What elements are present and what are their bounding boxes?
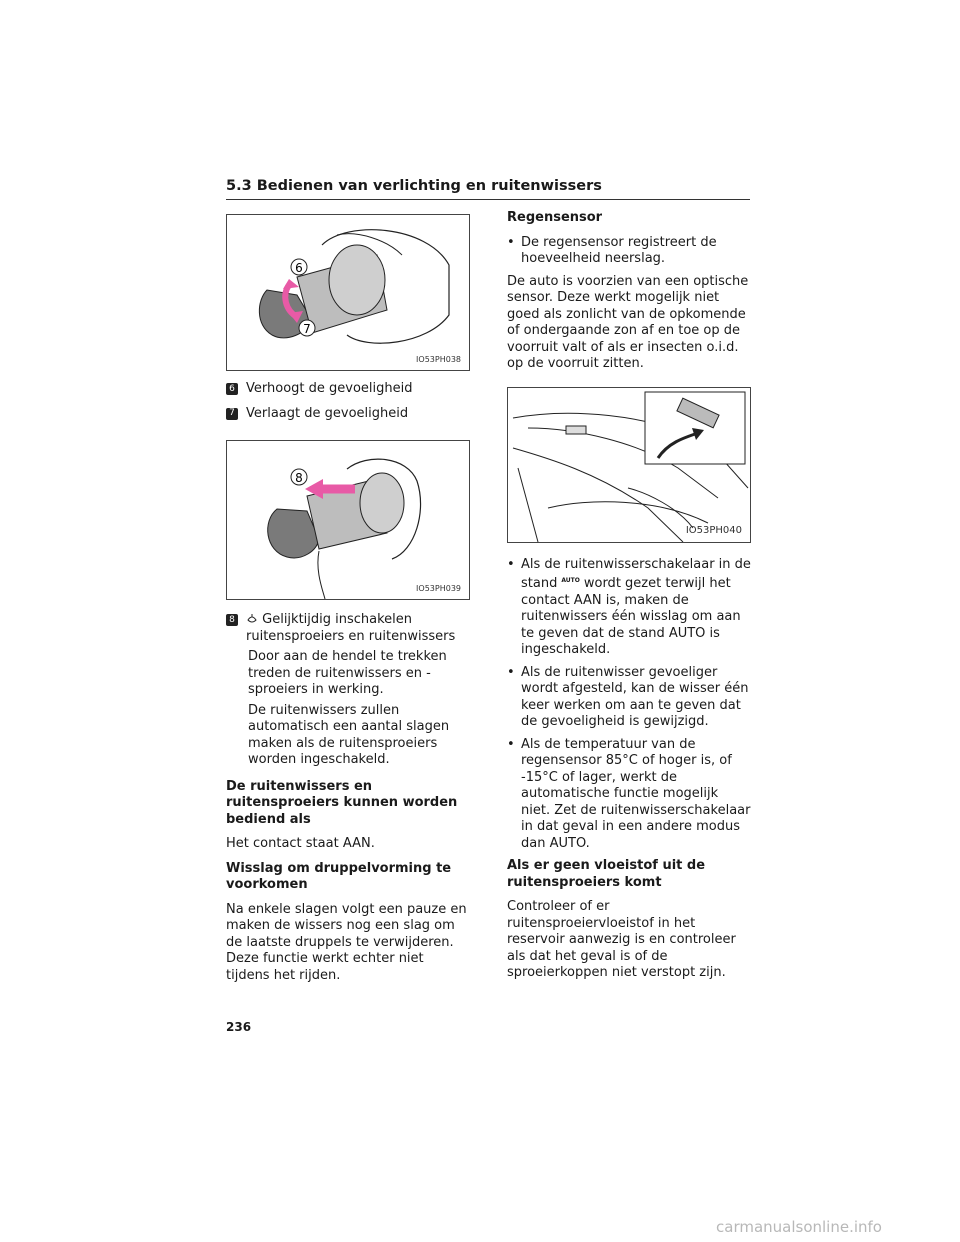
right-column bbox=[507, 210, 751, 990]
heading-operation: De ruitenwissers en ruitensproeiers kunnen worden bediend als bbox=[226, 778, 458, 827]
page-number: 236 bbox=[226, 1020, 252, 1034]
bullet-text: Als de ruitenwisserschakelaar in de stand bbox=[521, 556, 751, 591]
callout-7: 7 bbox=[303, 322, 311, 336]
auto-icon: AUTO bbox=[561, 577, 580, 584]
bullet-text: wordt gezet terwijl het contact AAN is, maken de ruitenwissers één wisslag om aan te geven dat de stand AUTO is ingeschakeld. bbox=[521, 576, 741, 657]
page-header bbox=[226, 178, 750, 194]
heading-no-fluid: Als er geen vloeistof uit de ruitensproeiers komt bbox=[507, 858, 706, 890]
paragraph-no-fluid: Controleer of er ruitensproeiervloeistof in het reservoir aanwezig is en controleer als dat het geval is of de sproeierkoppen niet verstopt zijn. bbox=[507, 899, 736, 980]
item-text: Verhoogt de gevoeligheid bbox=[246, 381, 413, 396]
header-rule bbox=[226, 199, 750, 200]
bullet-item: • Als de temperatuur van de regensensor 85°C of hoger is, of -15°C of lager, werkt de automatische functie mogelijk niet. Zet de ruitenwisserschakelaar in dat geval in een andere modus dan AUTO. bbox=[507, 736, 751, 851]
bullet-text: Als de temperatuur van de regensensor 85°C of hoger is, of -15°C of lager, werkt de automatische functie mogelijk niet. Zet de ruitenwisserschakelaar in dat geval in een andere modus dan AUTO. bbox=[521, 736, 751, 851]
item-text: Verlaagt de gevoeligheid bbox=[246, 405, 409, 421]
item8-paragraph-1: Door aan de hendel te trekken treden de ruitenwissers en -sproeiers in werking. bbox=[248, 649, 447, 697]
figure-code: IO53PH038 bbox=[416, 354, 461, 364]
callout-6: 6 bbox=[295, 261, 303, 275]
section-title: 5.3 Bedienen van verlichting en ruitenwissers bbox=[226, 178, 602, 194]
washer-icon bbox=[246, 613, 258, 625]
wiper-lever-illustration bbox=[227, 215, 469, 370]
car-rain-sensor-illustration bbox=[508, 388, 750, 542]
bullet-item: • Als de ruitenwisserschakelaar in de stand AUTO wordt gezet terwijl het contact AAN is, maken de ruitenwissers één wisslag om aan te geven dat de stand AUTO is ingeschakeld. bbox=[507, 556, 751, 657]
list-item-8 bbox=[226, 612, 470, 645]
paragraph-contact: Het contact staat AAN. bbox=[226, 836, 375, 851]
list-item-6 bbox=[226, 381, 470, 398]
list-item-7 bbox=[226, 406, 470, 423]
number-badge: 7 bbox=[226, 408, 238, 420]
number-badge: 8 bbox=[226, 614, 238, 626]
bullet-item: • Als de ruitenwisser gevoeliger wordt afgesteld, kan de wisser één keer werken om aan te geven dat de gevoeligheid is gewijzigd. bbox=[507, 665, 751, 731]
bullet-text: De regensensor registreert de hoeveelheid neerslag. bbox=[521, 234, 717, 266]
heading-rain-sensor: Regensensor bbox=[507, 210, 603, 225]
figure-code: IO53PH040 bbox=[685, 525, 742, 536]
bullet-item: • De regensensor registreert de hoeveelheid neerslag. bbox=[507, 235, 751, 268]
figure-washer-pull bbox=[226, 440, 470, 600]
heading-drip: Wisslag om druppelvorming te voorkomen bbox=[226, 860, 452, 892]
watermark: carmanualsonline.info bbox=[716, 1218, 882, 1236]
paragraph-drip: Na enkele slagen volgt een pauze en maken de wissers nog een slag om de laatste druppels te verwijderen. Deze functie werkt echter niet tijdens het rijden. bbox=[226, 901, 467, 983]
figure-sensitivity-ring bbox=[226, 214, 470, 371]
left-column bbox=[226, 214, 470, 992]
figure-code: IO53PH039 bbox=[416, 583, 461, 593]
item-text: Gelijktijdig inschakelen ruitensproeiers en ruitenwissers bbox=[246, 612, 456, 644]
number-badge: 6 bbox=[226, 383, 238, 395]
wiper-lever-pull-illustration bbox=[227, 441, 469, 599]
paragraph-optical-sensor: De auto is voorzien van een optische sensor. Deze werkt mogelijk niet goed als zonlicht van de opkomende of ondergaande zon af en toe op de voorruit valt of als er insecten o.i.d. op de voorruit zitten. bbox=[507, 273, 749, 371]
bullet-text: Als de ruitenwisser gevoeliger wordt afgesteld, kan de wisser één keer werken om aan te geven dat de gevoeligheid is gewijzigd. bbox=[521, 664, 749, 729]
item8-paragraph-2: De ruitenwissers zullen automatisch een aantal slagen maken als de ruitensproeiers worden ingeschakeld. bbox=[248, 702, 450, 767]
callout-8: 8 bbox=[295, 471, 303, 485]
figure-rain-sensor bbox=[507, 387, 751, 543]
